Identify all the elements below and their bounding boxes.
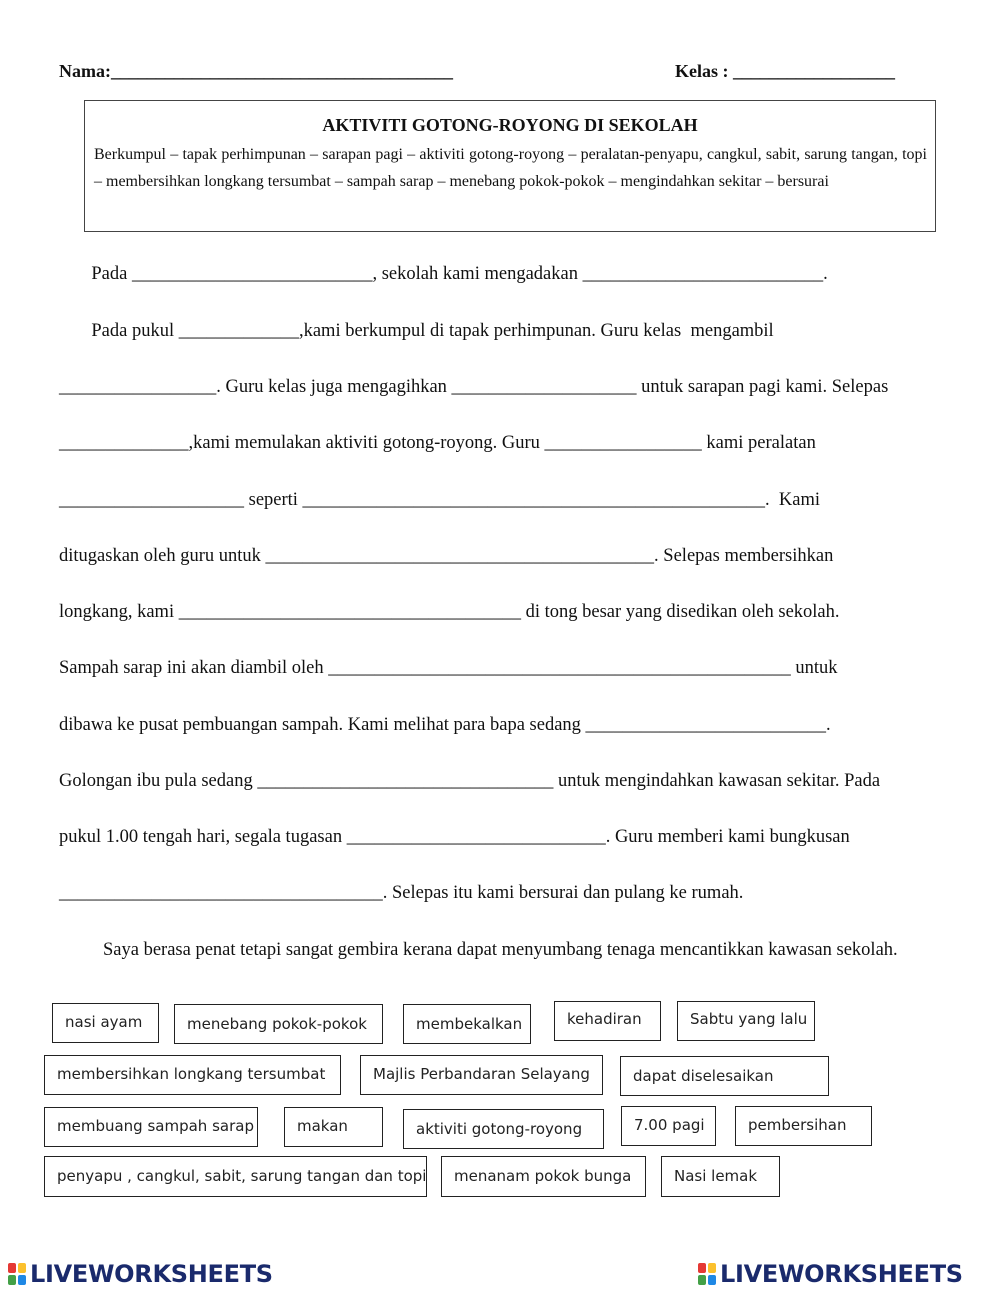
essay-line[interactable]: Sampah sarap ini akan diambil oleh __________________________________________________ untuk — [59, 658, 838, 678]
essay-line[interactable]: longkang, kami _____________________________________ di tong besar yang disedikan oleh sekolah. — [59, 602, 840, 622]
logo-blocks-icon — [698, 1262, 718, 1286]
word-chip[interactable]: dapat diselesaikan — [620, 1056, 829, 1096]
essay-line[interactable]: _________________. Guru kelas juga mengagihkan ____________________ untuk sarapan pagi kami. Selepas — [59, 377, 889, 397]
word-chip[interactable]: Majlis Perbandaran Selayang — [360, 1055, 603, 1095]
word-chip[interactable]: membersihkan longkang tersumbat — [44, 1055, 341, 1095]
word-chip[interactable]: makan — [284, 1107, 383, 1147]
word-chip[interactable]: membekalkan — [403, 1004, 531, 1044]
word-chip[interactable]: kehadiran — [554, 1001, 661, 1041]
word-chip[interactable]: nasi ayam — [52, 1003, 159, 1043]
liveworksheets-logo-right — [698, 1260, 963, 1288]
essay-line[interactable]: ditugaskan oleh guru untuk __________________________________________. Selepas membersihkan — [59, 546, 834, 566]
word-chip[interactable]: penyapu , cangkul, sabit, sarung tangan dan topi — [44, 1156, 427, 1197]
essay-line[interactable]: dibawa ke pusat pembuangan sampah. Kami melihat para bapa sedang __________________________. — [59, 715, 831, 735]
essay-line[interactable]: ______________,kami memulakan aktiviti gotong-royong. Guru _________________ kami peralatan — [59, 433, 816, 453]
word-chip[interactable]: membuang sampah sarap — [44, 1107, 258, 1147]
closing-paragraph: Saya berasa penat tetapi sangat gembira kerana dapat menyumbang tenaga mencantikkan kawasan sekolah. — [103, 940, 898, 960]
word-chip[interactable]: 7.00 pagi — [621, 1106, 716, 1146]
word-chip[interactable]: menanam pokok bunga — [441, 1156, 646, 1197]
logo-text: LIVEWORKSHEETS — [30, 1260, 273, 1288]
word-chip[interactable]: menebang pokok-pokok — [174, 1004, 383, 1044]
logo-text: LIVEWORKSHEETS — [720, 1260, 963, 1288]
logo-blocks-icon — [8, 1262, 28, 1286]
essay-line[interactable]: Pada __________________________, sekolah kami mengadakan __________________________. — [59, 264, 828, 284]
essay-line[interactable]: pukul 1.00 tengah hari, segala tugasan ____________________________. Guru memberi kami bungkusan — [59, 827, 850, 847]
topic-box — [84, 100, 936, 232]
word-chip[interactable]: Nasi lemak — [661, 1156, 780, 1197]
essay-line[interactable]: ____________________ seperti __________________________________________________. Kami — [59, 490, 821, 510]
word-chip[interactable]: pembersihan — [735, 1106, 872, 1146]
essay-line[interactable]: Pada pukul _____________,kami berkumpul di tapak perhimpunan. Guru kelas mengambil — [59, 321, 774, 341]
class-field[interactable]: Kelas : __________________ — [675, 61, 895, 81]
word-chip[interactable]: Sabtu yang lalu — [677, 1001, 815, 1041]
word-chip[interactable]: aktiviti gotong-royong — [403, 1109, 604, 1149]
topic-description: Berkumpul – tapak perhimpunan – sarapan pagi – aktiviti gotong-royong – peralatan-penyapu, cangkul, sabit, sarung tangan, topi – membersihkan longkang tersumbat – sampah sarap – menebang pokok-pokok – mengindahkan sekitar – bersurai — [94, 146, 927, 190]
liveworksheets-logo-left — [8, 1260, 273, 1288]
essay-line[interactable]: ___________________________________. Selepas itu kami bersurai dan pulang ke rumah. — [59, 883, 744, 903]
essay-line[interactable]: Golongan ibu pula sedang ________________________________ untuk mengindahkan kawasan sekitar. Pada — [59, 771, 881, 791]
topic-title: AKTIVITI GOTONG-ROYONG DI SEKOLAH — [322, 115, 698, 135]
student-name-field[interactable]: Nama:______________________________________ — [59, 61, 453, 81]
